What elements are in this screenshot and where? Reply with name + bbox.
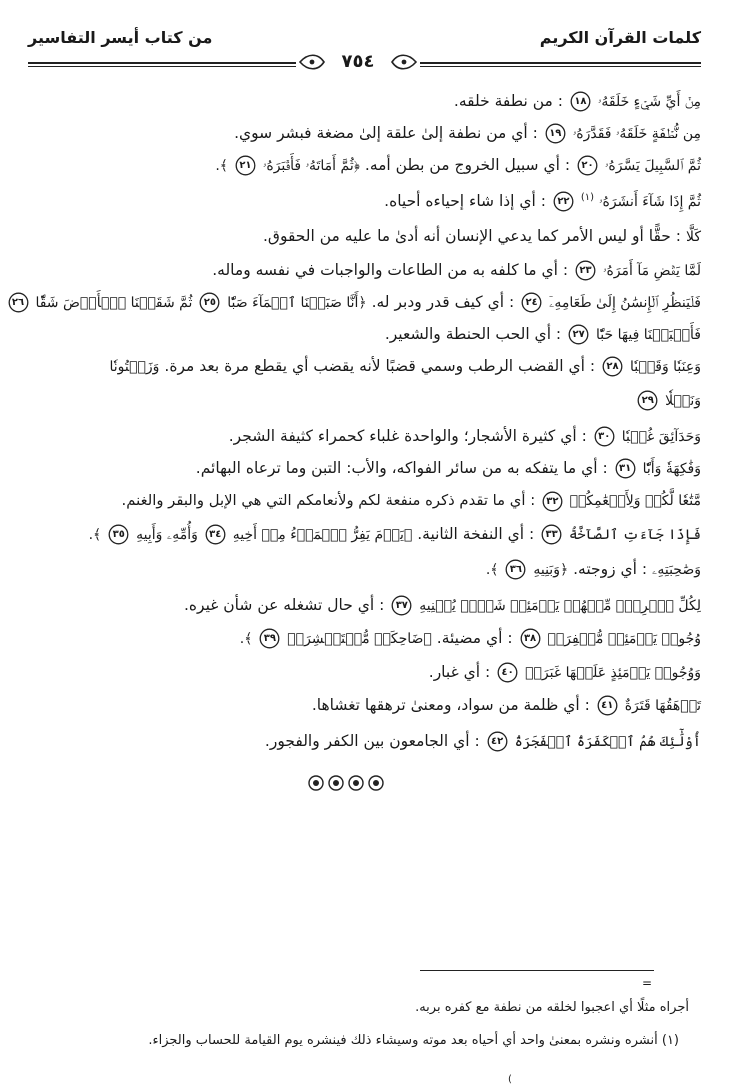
section-end-ornament-icon <box>306 772 386 794</box>
footnote-1: (١) أنشره ونشره بمعنىٰ واحد أي أحياه بعد موته وسيشاء ذلك فينشره يوم القيامة للحساب والجزاء. <box>148 1033 679 1048</box>
ayah-marker: ٣٨ <box>520 628 541 649</box>
gloss-text: : أي ما كلفه به من الطاعات والواجبات في نفسه وماله. <box>212 261 569 279</box>
gloss-text: : أي مضيئة. <box>436 629 513 647</box>
gloss-text: : أي الجامعون بين الكفر والفجور. <box>264 732 480 750</box>
entry-line <box>110 355 702 378</box>
entry-line <box>429 661 701 684</box>
footnote-rule <box>420 970 654 971</box>
quran-quote: وَأُمِّهِۦ وَأَبِيهِ <box>136 527 198 543</box>
quran-word: مِنۡ أَيِّ شَيۡءٍ خَلَقَهُۥ <box>597 94 701 110</box>
gloss-text: : أي حال تشغله عن شأن غيره. <box>183 596 385 614</box>
quran-word: لَمَّا يَقۡضِ مَآ أَمَرَهُۥ <box>602 263 701 279</box>
gloss-text: : أي سبيل الخروج من بطن أمه. <box>364 156 571 174</box>
entry-line <box>89 523 701 546</box>
entry-line <box>212 259 701 282</box>
quote-close: ﴾. <box>485 562 499 578</box>
quran-word: ثُمَّ ٱلسَّبِيلَ يَسَّرَهُۥ <box>604 158 701 174</box>
entry-line <box>384 187 701 213</box>
ayah-marker: ٤١ <box>597 695 618 716</box>
ayah-marker: ٤٢ <box>487 731 508 752</box>
quran-word: كَلَّا <box>685 229 701 245</box>
quran-quote: ﴿وَبَنِيهِ <box>533 562 569 578</box>
stray-mark: ( <box>508 1074 512 1085</box>
ayah-marker: ٢٩ <box>637 390 658 411</box>
quran-quote: ﴿ثُمَّ أَمَاتَهُۥ فَأَقۡبَرَهُۥ <box>262 158 360 174</box>
quran-word: لِكُلِّ ٱمۡرِيٕٖ مِّنۡهُمۡ يَوۡمَئِذٖ شَأۡنٞ يُغۡنِيهِ <box>419 598 701 614</box>
ayah-marker: ٢٨ <box>602 356 623 377</box>
entry-line <box>635 389 701 412</box>
entry-line <box>215 154 701 177</box>
ayah-marker: ٣٦ <box>505 559 526 580</box>
ayah-marker: ٣٣ <box>541 524 562 545</box>
ayah-marker: ٣٥ <box>108 524 129 545</box>
ayah-marker: ٣٠ <box>594 426 615 447</box>
entry-line <box>184 594 701 617</box>
quran-word: فَأَنۢبَتۡنَا فِيهَا حَبّٗا <box>596 327 701 343</box>
entry-line <box>486 558 701 581</box>
entry-line <box>454 90 701 113</box>
quran-tail: وَزَيۡتُونٗا <box>109 359 160 375</box>
quote-close: ﴾. <box>88 527 102 543</box>
gloss-text: : أي كثيرة الأشجار؛ والواحدة غلباء كحمراء كثيفة الشجر. <box>228 427 587 445</box>
quote-close <box>0 295 1 311</box>
quran-word: مِن نُّطۡفَةٍ خَلَقَهُۥ فَقَدَّرَهُۥ <box>572 126 701 142</box>
entry-line <box>263 225 701 248</box>
ayah-marker: ٢٥ <box>199 292 220 313</box>
page-number: ٧٥٤ <box>341 51 375 72</box>
gloss-text: : أي النفخة الثانية. <box>417 525 535 543</box>
ayah-marker: ٣١ <box>615 458 636 479</box>
quran-quote: ثُمَّ شَقَقۡنَا ٱلۡأَرۡضَ شَقّٗا <box>35 295 193 311</box>
source-title: من كتاب أيسر التفاسير <box>28 28 213 47</box>
quran-quote: ﴿أَنَّا صَبَبۡنَا ٱلۡمَآءَ صَبّٗا <box>227 295 367 311</box>
gloss-text: : أي من نطفة إلىٰ علقة إلىٰ مضغة فبشر سوي. <box>234 124 538 142</box>
gloss-text: : حقًّا أو ليس الأمر كما يدعي الإنسان أنه أدىٰ ما عليه من الحقوق. <box>262 227 682 245</box>
quran-word: وَحَدَآئِقَ غُلۡبٗا <box>621 429 701 445</box>
quran-word: أُوْلَٰٓئِكَ هُمُ ٱلۡكَفَرَةُ ٱلۡفَجَرَةُ <box>514 734 701 750</box>
ayah-marker: ٢٧ <box>568 324 589 345</box>
book-title: كلمات القرآن الكريم <box>539 28 701 47</box>
footnote-continued: أجراه مثلًا أي اعجبوا لخلقه من نطفة مع كفره بربه. <box>415 1000 689 1015</box>
quran-word: وُجُوهٞ يَوۡمَئِذٖ مُّسۡفِرَةٞ <box>547 631 701 647</box>
quran-word: وَعِنَبٗا وَقَضۡبٗا <box>629 359 701 375</box>
quran-word: وَفَٰكِهَةٗ وَأَبّٗا <box>642 461 701 477</box>
ayah-marker: ٢٦ <box>8 292 29 313</box>
quote-close: ﴾. <box>215 158 228 174</box>
ayah-marker: ٢٤ <box>521 292 542 313</box>
gloss-text: : أي كيف قدر ودبر له. <box>371 293 515 311</box>
quran-word: مَّتَٰعٗا لَّكُمۡ وَلِأَنۡعَٰمِكُمۡ <box>569 493 701 509</box>
quran-word: فَإِذَا جَآءَتِ ٱلصَّآخَّةُ <box>569 527 701 543</box>
quran-word: تَرۡهَقُهَا قَتَرَةٌ <box>624 698 701 714</box>
quran-word: وَنَخۡلٗا <box>665 393 701 409</box>
quran-word: وَوُجُوهٞ يَوۡمَئِذٍ عَلَيۡهَا غَبَرَةٞ <box>525 665 701 681</box>
gloss-text: : من نطفة خلقه. <box>453 92 563 110</box>
entry-line <box>122 490 701 512</box>
entry-line <box>234 122 701 145</box>
entry-line <box>196 457 701 480</box>
ayah-marker: ٣٢ <box>542 491 563 512</box>
gloss-text: : أي ما يتفكه به من سائر الفواكه، والأب: التبن وما ترعاه البهائم. <box>195 459 608 477</box>
ayah-marker: ٣٧ <box>391 595 412 616</box>
gloss-text: : أي ظلمة من سواد، ومعنىٰ ترهقها تغشاها. <box>311 696 590 714</box>
ayah-marker: ١٨ <box>570 91 591 112</box>
ayah-marker: ٣٩ <box>259 628 280 649</box>
gloss-text: : أي الحب الحنطة والشعير. <box>384 325 562 343</box>
gloss-text: : أي زوجته. <box>573 560 648 578</box>
quran-quote: ﴿ضَاحِكَةٞ مُّسۡتَبۡشِرَةٞ <box>287 631 432 647</box>
ayah-marker: ١٩ <box>545 123 566 144</box>
quran-word: ثُمَّ إِذَا شَآءَ أَنشَرَهُۥ <box>599 194 701 211</box>
entry-line <box>385 323 701 346</box>
entry-line <box>0 291 701 314</box>
entry-line <box>265 730 701 753</box>
ayah-marker: ٤٠ <box>497 662 518 683</box>
ayah-marker: ٢٢ <box>553 191 574 212</box>
quran-quote: ﴿يَوۡمَ يَفِرُّ ٱلۡمَرۡءُ مِنۡ أَخِيهِ <box>232 527 413 543</box>
entry-line <box>240 627 701 650</box>
gloss-text: : أي غبار. <box>428 663 491 681</box>
ayah-marker: ٢٣ <box>575 260 596 281</box>
footnote-continuation-marker: = <box>642 976 653 990</box>
quote-close: ﴾. <box>239 631 253 647</box>
gloss-text: : أي ما تقدم ذكره منفعة لكم ولأنعامكم التي هي الإبل والبقر والغنم. <box>121 492 536 509</box>
running-header <box>28 26 701 50</box>
ayah-marker: ٢١ <box>235 155 256 176</box>
quran-word: فَلۡيَنظُرِ ٱلۡإِنسَٰنُ إِلَىٰ طَعَامِهِۦٓ <box>549 295 701 311</box>
page-number-frame <box>296 50 420 74</box>
gloss-text: : أي القضب الرطب وسمي قضبًا لأنه يقضب أي يقطع مرة بعد مرة. <box>164 357 596 375</box>
entry-line <box>312 694 701 717</box>
quran-word: وَصَٰحِبَتِهِۦ <box>652 562 701 578</box>
ayah-marker: ٢٠ <box>577 155 598 176</box>
entry-line <box>229 425 701 448</box>
footnote-ref: (١) <box>580 192 595 203</box>
ayah-marker: ٣٤ <box>205 524 226 545</box>
gloss-text: : أي إذا شاء إحياءه أحياه. <box>384 192 546 211</box>
